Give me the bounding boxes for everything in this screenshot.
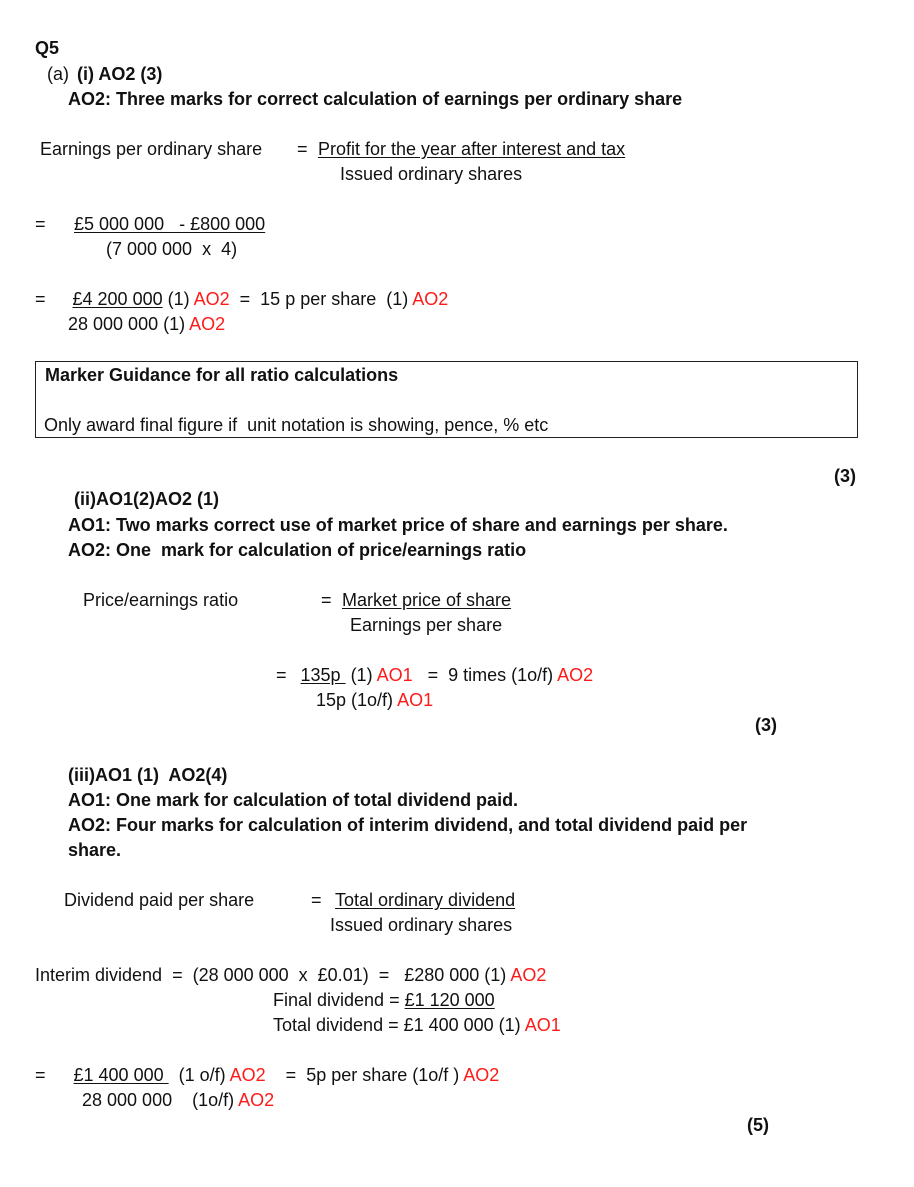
guidance-text: Only award final figure if unit notation is showing, pence, % etc (44, 415, 549, 435)
ao-tag: AO2 (229, 1065, 266, 1085)
dps-calc-denominator: 28 000 000 (1o/f) (82, 1090, 239, 1110)
sub-ii-heading: (ii)AO1(2)AO2 (1) (74, 489, 220, 509)
pe-denominator: Earnings per share (350, 615, 503, 635)
eps-step2-denominator: 28 000 000 (1) (68, 314, 190, 334)
eps-numerator: Profit for the year after interest and tax (318, 139, 626, 159)
dps-denominator: Issued ordinary shares (330, 915, 513, 935)
pe-calc-denominator-line (316, 689, 433, 711)
equals-sign: = (35, 214, 46, 234)
question-number: Q5 (35, 38, 60, 58)
mark: (1) (162, 289, 194, 309)
marks-total: (3) (755, 715, 777, 735)
dps-numerator: Total ordinary dividend (335, 890, 516, 910)
eps-step2-numerator: £4 200 000 (72, 289, 163, 309)
ao-tag: AO2 (412, 289, 449, 309)
ao-tag: AO1 (376, 665, 413, 685)
ao-tag: AO2 (193, 289, 230, 309)
dps-calc-denominator-line (82, 1089, 274, 1111)
equals-sign: = (321, 590, 332, 610)
pe-calc-line (276, 664, 593, 686)
dps-calc-numerator: £1 400 000 (73, 1065, 169, 1085)
mark: (1) (345, 665, 377, 685)
pe-numerator: Market price of share (342, 590, 512, 610)
eps-denominator: Issued ordinary shares (340, 164, 523, 184)
ao-tag: AO2 (189, 314, 226, 334)
final-dividend-line (273, 989, 495, 1011)
sub-i-criteria: AO2: Three marks for correct calculation of earnings per ordinary share (68, 89, 683, 109)
marks-total: (5) (747, 1115, 769, 1135)
interim-dividend: Interim dividend = (28 000 000 x £0.01) = £280 000 (1) (35, 965, 511, 985)
equals-sign: = (276, 665, 287, 685)
eps-result: = 15 p per share (1) (229, 289, 413, 309)
final-dividend-label: Final dividend = (273, 990, 405, 1010)
equals-sign: = (35, 1065, 46, 1085)
interim-dividend-line (35, 964, 546, 986)
guidance-title: Marker Guidance for all ratio calculations (45, 365, 399, 385)
pe-formula-label: Price/earnings ratio (83, 590, 239, 610)
final-dividend-value: £1 120 000 (404, 990, 495, 1010)
ao-tag: AO2 (463, 1065, 500, 1085)
eps-step2-denominator-line (68, 313, 225, 335)
equals-sign: = (35, 289, 46, 309)
equals-sign: = (311, 890, 322, 910)
eps-step1-numerator: £5 000 000 - £800 000 (74, 214, 266, 234)
sub-iii-criteria-1: AO1: One mark for calculation of total dividend paid. (68, 790, 519, 810)
equals-sign: = (297, 139, 308, 159)
pe-result: = 9 times (1o/f) (412, 665, 558, 685)
ao-tag: AO2 (238, 1090, 275, 1110)
dps-calc-line (35, 1064, 499, 1086)
eps-step2-line (35, 288, 448, 310)
sub-iii-criteria-2-cont: share. (68, 840, 122, 860)
sub-ii-criteria-1: AO1: Two marks correct use of market price of share and earnings per share. (68, 515, 728, 535)
ao-tag: AO2 (557, 665, 594, 685)
total-dividend: Total dividend = £1 400 000 (1) (273, 1015, 525, 1035)
pe-calc-denominator: 15p (1o/f) (316, 690, 398, 710)
pe-calc-numerator: 135p (300, 665, 346, 685)
ao-tag: AO2 (510, 965, 547, 985)
eps-step1-denominator: (7 000 000 x 4) (106, 239, 238, 259)
sub-iii-heading: (iii)AO1 (1) AO2(4) (68, 765, 228, 785)
total-dividend-line (273, 1014, 561, 1036)
marks-total: (3) (834, 466, 856, 486)
mark: (1 o/f) (168, 1065, 230, 1085)
sub-ii-criteria-2: AO2: One mark for calculation of price/earnings ratio (68, 540, 527, 560)
ao-tag: AO1 (524, 1015, 561, 1035)
sub-iii-criteria-2: AO2: Four marks for calculation of interim dividend, and total dividend paid per (68, 815, 748, 835)
part-label: (a) (47, 64, 69, 84)
eps-formula-label: Earnings per ordinary share (40, 139, 263, 159)
dps-result: = 5p per share (1o/f ) (265, 1065, 464, 1085)
ao-tag: AO1 (397, 690, 434, 710)
dps-formula-label: Dividend paid per share (64, 890, 255, 910)
sub-i-heading: (i) AO2 (3) (77, 64, 163, 84)
